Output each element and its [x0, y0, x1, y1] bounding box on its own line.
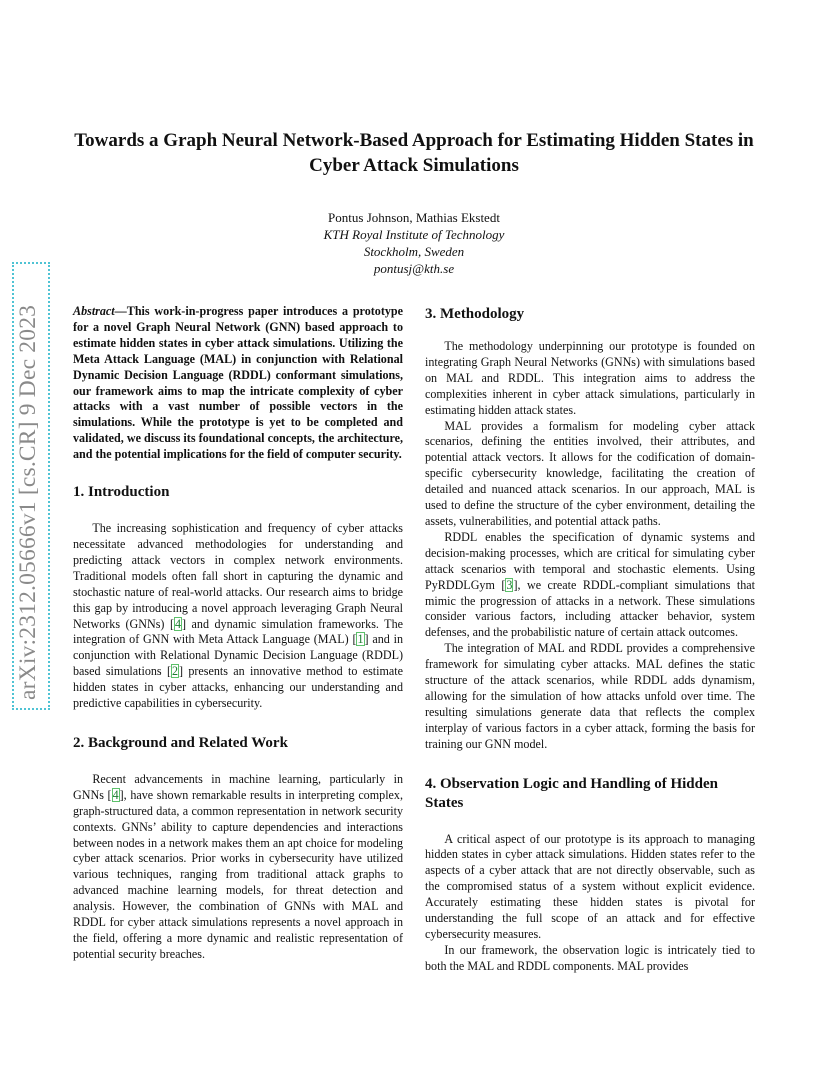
citation-link[interactable]: 1	[357, 632, 364, 647]
methodology-paragraph-2: MAL provides a formalism for modeling cyber attack scenarios, defining the entities involved, their attributes, and potential attack vectors. It allows for the codification of domain-specific cybersecurity knowledge, facilitating the creation of detailed and nuanced attack scenarios. In our approach, MAL is used to define the structure of the cyber environment, detailing the assets, vulnerabilities, and potential attack paths.	[425, 418, 755, 528]
text-run: , have shown remarkable results in interpreting complex, graph-structured data, a common representation in network security contexts. GNNs’ ability to capture dependencies and interactions between nodes in a network makes them an apt choice for modeling cyber attack scenarios. Prior works in cybersecurity have utilized various techniques, ranging from traditional attack graphs to advanced machine learning models, for threat detection and analysis. However, the combination of GNNs with MAL and RDDL for cyber attack simulations represents a novel approach in the field, offering a more dynamic and realistic representation of potential security breaches.	[73, 787, 403, 961]
section-heading-background: 2. Background and Related Work	[73, 734, 288, 751]
citation-link[interactable]: 4	[112, 787, 119, 802]
abstract-lead: Abstract	[73, 304, 115, 318]
observation-paragraph-2: In our framework, the observation logic is intricately tied to both the MAL and RDDL components. MAL provides	[425, 942, 755, 973]
left-column	[73, 304, 403, 963]
author-email[interactable]: pontusj@kth.se	[373, 261, 455, 276]
citation-link[interactable]: 4	[174, 616, 182, 631]
text-run: Recent advancements in machine learning, particularly in GNNs	[73, 771, 403, 802]
author-block	[0, 209, 828, 277]
methodology-paragraph-1: The methodology underpinning our prototype is founded on integrating Graph Neural Networks (GNNs) with simulations based on MAL and RDDL. This integration aims to address the complexities inherent in cyber attack simulations, particularly in estimating hidden attack states.	[425, 339, 755, 417]
methodology-paragraph-4: The integration of MAL and RDDL provides a comprehensive framework for simulating cyber attacks. MAL defines the static structure of the attack scenarios, while RDDL adds dynamism, allowing for the simulation of how attacks unfold over time. The resulting simulations generate data that reflects the complex interplay of various factors in a cyber attack, forming the basis for training our GNN model.	[425, 641, 755, 751]
author-affiliation: KTH Royal Institute of Technology	[323, 227, 505, 242]
citation-link[interactable]: 2	[171, 664, 179, 679]
text-run: The increasing sophistication and frequency of cyber attacks necessitate advanced methodologies for understanding and predicting attack vectors in complex network environments. Traditional models often fall short in capturing the dynamic and stochastic nature of real-world attacks. Our research aims to bridge this gap by introducing a novel approach leveraging Graph Neural Networks (GNNs)	[73, 521, 403, 631]
author-names: Pontus Johnson, Mathias Ekstedt	[328, 210, 500, 225]
right-column	[425, 304, 755, 975]
author-location: Stockholm, Sweden	[363, 244, 465, 259]
text-run: , we create RDDL-compliant simulations that mimic the progression of attacks in a network. These simulations consider various factors, including attacker behavior, system defenses, and the probabilistic nature of certain attack outcomes.	[425, 577, 755, 640]
section-heading-observation: 4. Observation Logic and Handling of Hidden States	[425, 775, 718, 811]
text-run: presents an innovative method to estimate hidden states in cyber attacks, enhancing our understanding and predictive capabilities in cybersecurity.	[73, 664, 403, 711]
introduction-paragraph: The increasing sophistication and frequency of cyber attacks necessitate advanced methodologies for understanding and predicting attack vectors in complex network environments. Traditional models often fall short in capturing the dynamic and stochastic nature of real-world attacks. Our research aims to bridge this gap by introducing a novel approach leveraging Graph Neural Networks (GNNs) [4] and dynamic simulation frameworks. The integration of GNN with Meta Attack Language (MAL) [1] and in conjunction with Relational Dynamic Decision Language (RDDL) based simulations [2] presents an innovative method to estimate hidden states in cyber attacks, enhancing our understanding and predictive capabilities in cybersecurity.	[73, 521, 403, 711]
text-run: and dynamic simulation frameworks. The integration of GNN with Meta Attack Language (MAL)	[73, 616, 403, 647]
text-run: RDDL enables the specification of dynamic systems and decision-making processes, which are critical for simulating cyber attack scenarios with temporal and stochastic elements. Using PyRDDLGym	[425, 529, 755, 592]
section-heading-introduction: 1. Introduction	[73, 484, 170, 501]
observation-paragraph-1: A critical aspect of our prototype is its approach to managing hidden states in cyber attack simulations. Hidden states refer to the aspects of a cyber attack that are not directly observable, such as the compromised status of a system without explicit evidence. Accurately estimating these hidden states is pivotal for understanding the full scope of an attack and for effective cybersecurity measures.	[425, 831, 755, 941]
abstract	[73, 304, 403, 463]
background-paragraph: Recent advancements in machine learning, particularly in GNNs [4], have shown remarkable results in interpreting complex, graph-structured data, a common representation in network security contexts. GNNs’ ability to capture dependencies and interactions between nodes in a network makes them an apt choice for modeling cyber attack scenarios. Prior works in cybersecurity have utilized various techniques, ranging from traditional attack graphs to advanced machine learning models, for threat detection and analysis. However, the combination of GNNs with MAL and RDDL for cyber attack simulations represents a novel approach in the field, offering a more dynamic and realistic representation of potential security breaches.	[73, 771, 403, 961]
text-run: and in conjunction with Relational Dynamic Decision Language (RDDL) based simulations	[73, 632, 403, 679]
section-heading-methodology: 3. Methodology	[425, 306, 525, 322]
arxiv-identifier[interactable]: arXiv:2312.05666v1 [cs.CR] 9 Dec 2023	[15, 304, 41, 700]
methodology-paragraph-3: RDDL enables the specification of dynamic systems and decision-making processes, which are critical for simulating cyber attack scenarios with temporal and stochastic elements. Using PyRDDLGym [3], we create RDDL-compliant simulations that mimic the progression of attacks in a network. These simulations consider various factors, including attacker behavior, system defenses, and the probabilistic nature of certain attack outcomes.	[425, 529, 755, 640]
paper-title: Towards a Graph Neural Network-Based Approach for Estimating Hidden States in Cyber Attack Simulations	[74, 130, 754, 176]
citation-link[interactable]: 3	[506, 577, 513, 592]
abstract-text: —This work-in-progress paper introduces a prototype for a novel Graph Neural Network (GNN) based approach to estimate hidden states in cyber attack simulations. Utilizing the Meta Attack Language (MAL) in conjunction with Relational Dynamic Decision Language (RDDL) conformant simulations, our framework aims to map the intricate complexity of cyber attacks with a vast number of possible vectors in the simulations. While the prototype is yet to be completed and validated, we discuss its foundational concepts, the architecture, and the potential implications for the field of computer security.	[73, 304, 403, 462]
